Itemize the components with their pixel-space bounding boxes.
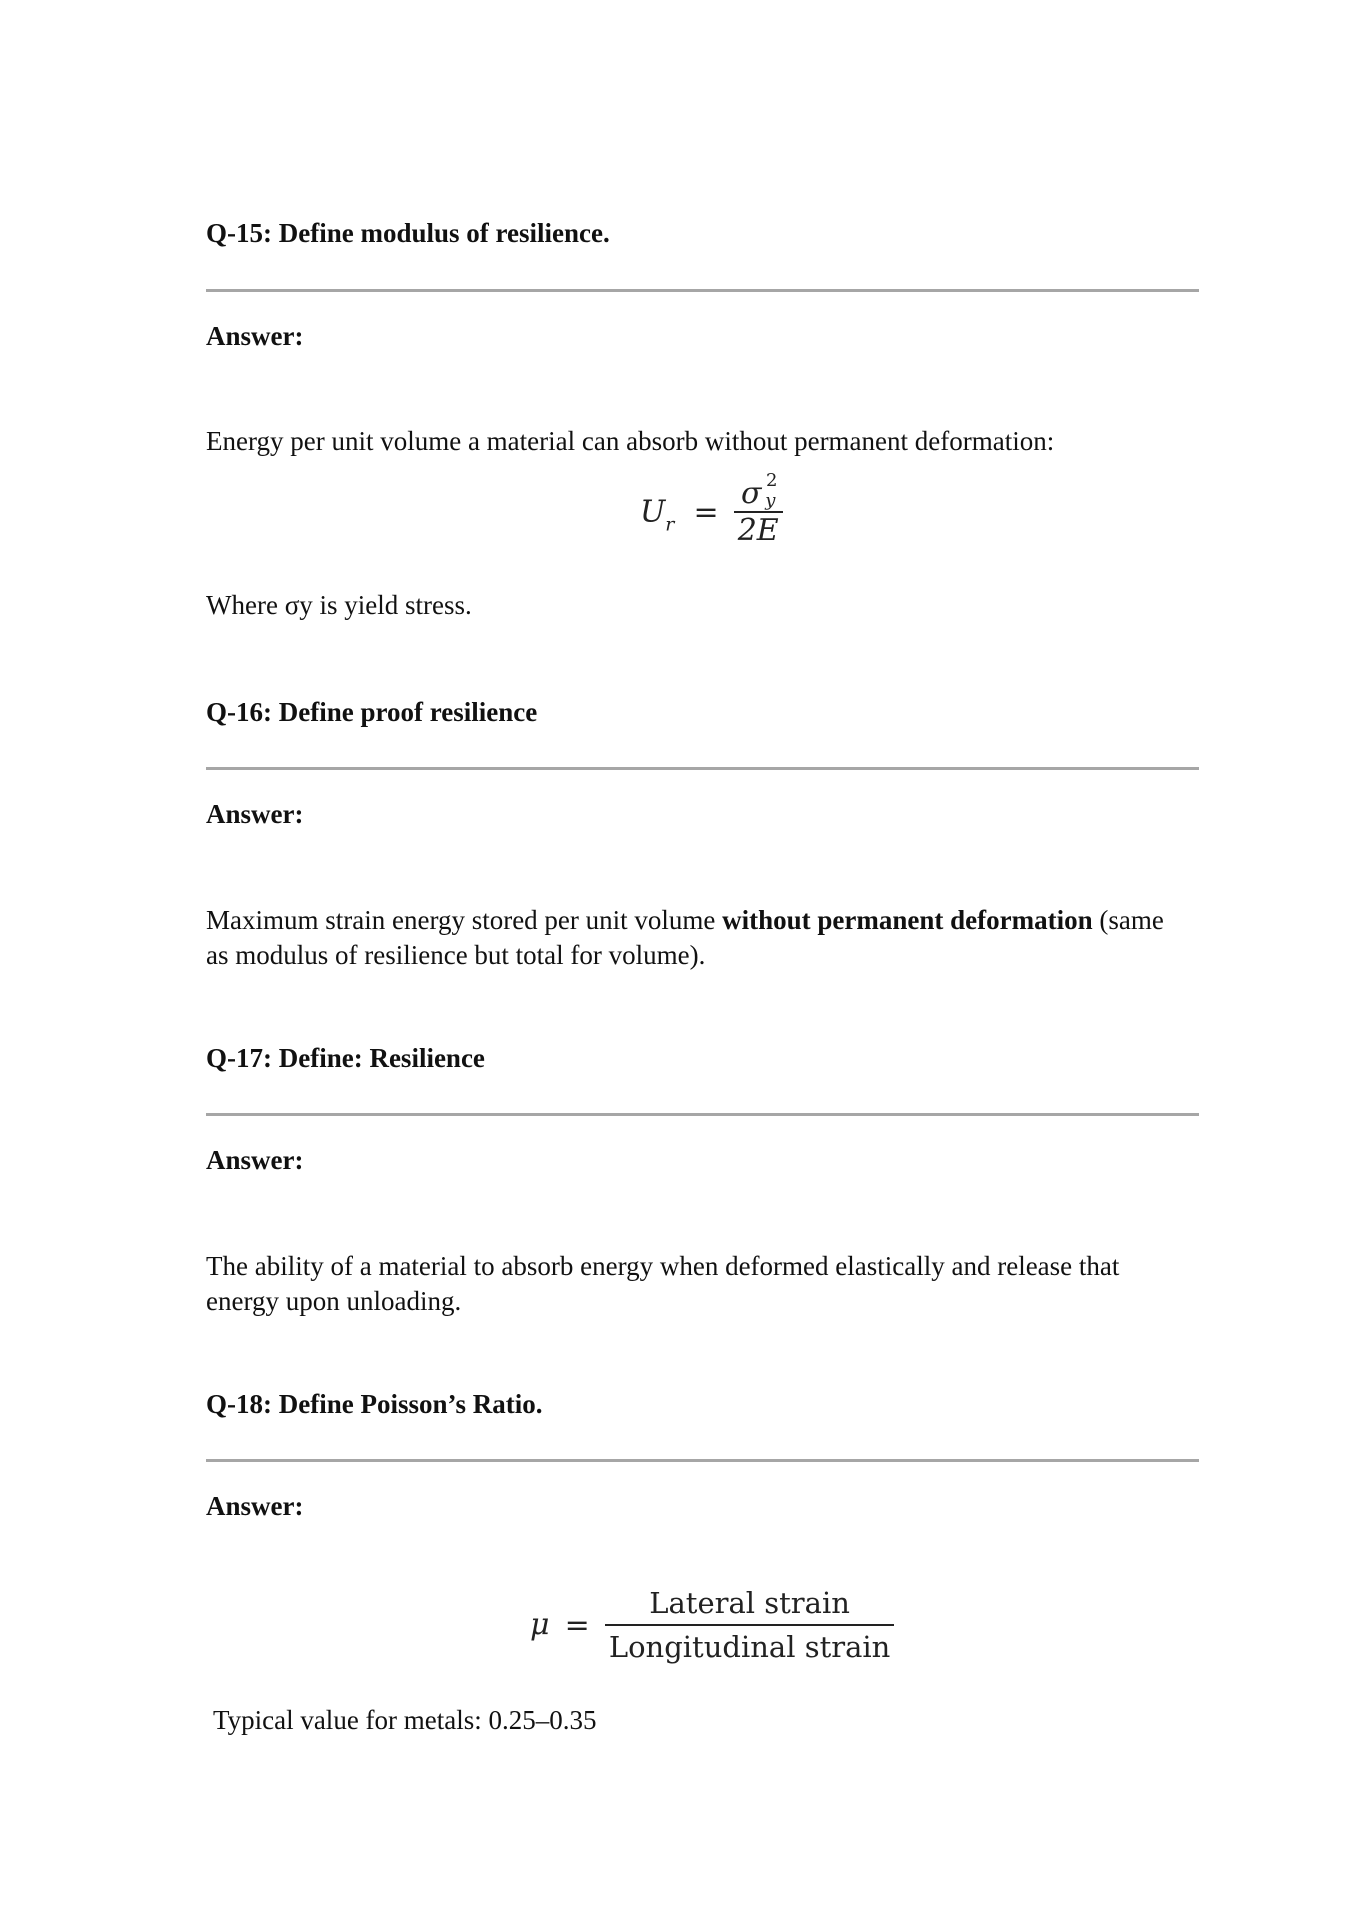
formula-equals: = [693, 494, 719, 530]
question-18-heading: Q-18: Define Poisson’s Ratio. [206, 1389, 543, 1419]
answer-17-line-1: The ability of a material to absorb energy when deformed elastically and release that [206, 1251, 1120, 1281]
formula-numerator [737, 470, 779, 511]
question-17-answer-text [206, 1249, 1119, 1319]
question-17-heading: Q-17: Define: Resilience [206, 1043, 485, 1073]
question-18-divider [206, 1459, 1199, 1462]
modulus-of-resilience-formula [640, 470, 783, 548]
formula-mu: μ [530, 1607, 550, 1643]
answer-16-line-2: as modulus of resilience but total for volume). [206, 940, 706, 970]
poissons-ratio-formula [530, 1586, 894, 1664]
question-15-heading: Q-15: Define modulus of resilience. [206, 218, 610, 248]
question-17-divider [206, 1113, 1199, 1116]
formula-fraction [734, 470, 783, 548]
question-16-answer-label: Answer: [206, 799, 304, 829]
question-16-heading: Q-16: Define proof resilience [206, 697, 538, 727]
question-18-note: Typical value for metals: 0.25–0.35 [213, 1705, 597, 1735]
formula-denominator: 2E [737, 513, 779, 548]
question-16-answer-text [206, 903, 1164, 973]
question-15-answer-label: Answer: [206, 321, 304, 351]
answer-17-line-2: energy upon unloading. [206, 1286, 462, 1316]
formula-fraction [605, 1586, 895, 1664]
answer-16-bold-phrase: without permanent deformation [722, 905, 1093, 935]
answer-16-text-start: Maximum strain energy stored per unit volume [206, 905, 723, 935]
question-15-divider [206, 289, 1199, 292]
question-16-divider [206, 767, 1199, 770]
formula-equals: = [564, 1607, 590, 1643]
formula-lhs-subscript: r [665, 513, 675, 536]
formula-sigma: σ [740, 476, 762, 511]
answer-16-text-end: (same [1092, 905, 1164, 935]
question-18-answer-label: Answer: [206, 1491, 304, 1521]
question-15-answer-text: Energy per unit volume a material can absorb without permanent deformation: [206, 426, 1055, 456]
formula-numerator: Lateral strain [649, 1586, 850, 1620]
formula-lhs: U [640, 494, 666, 530]
formula-denominator: Longitudinal strain [608, 1630, 891, 1664]
formula-subscript: y [765, 490, 776, 511]
question-17-answer-label: Answer: [206, 1145, 304, 1175]
formula-superscript: 2 [766, 470, 778, 491]
question-15-note: Where σy is yield stress. [206, 590, 472, 620]
